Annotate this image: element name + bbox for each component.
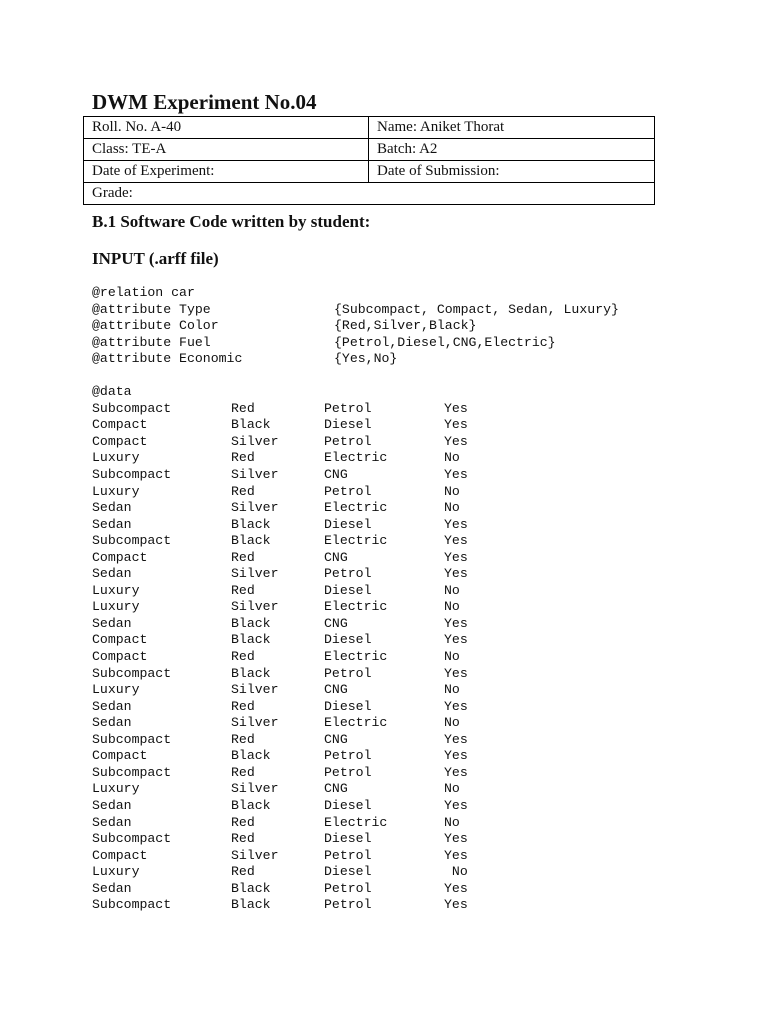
- type-value: Compact: [92, 748, 148, 764]
- economic-value: No: [444, 864, 468, 880]
- fuel-value: Petrol: [324, 748, 372, 764]
- data-row: [92, 665, 468, 683]
- type-value: Compact: [92, 417, 148, 433]
- type-value: Subcompact: [92, 764, 172, 780]
- economic-value: Yes: [444, 880, 468, 896]
- type-value: Sedan: [92, 615, 132, 631]
- color-value: Red: [231, 582, 255, 598]
- color-value: Black: [231, 516, 271, 532]
- data-row: [92, 417, 468, 434]
- economic-value: No: [444, 814, 460, 830]
- fuel-value: CNG: [324, 467, 348, 483]
- data-row: [92, 450, 460, 467]
- economic-value: Yes: [444, 516, 468, 532]
- section-heading-input: INPUT (.arff file): [92, 249, 219, 268]
- color-value: Red: [231, 549, 255, 565]
- type-value: Luxury: [92, 781, 140, 797]
- economic-value: Yes: [444, 549, 468, 565]
- type-value: Compact: [92, 433, 148, 449]
- attribute-declaration: @attribute Type: [92, 301, 211, 317]
- type-value: Sedan: [92, 500, 132, 516]
- data-label-line: @data: [92, 384, 132, 400]
- type-value: Sedan: [92, 698, 132, 714]
- date-of-experiment-cell: Date of Experiment:: [84, 161, 369, 183]
- fuel-value: Petrol: [324, 566, 372, 582]
- date-of-submission-cell: Date of Submission:: [369, 161, 655, 183]
- roll-number-cell: Roll. No. A-40: [84, 117, 369, 139]
- data-row: [92, 880, 468, 898]
- data-rows: [92, 400, 468, 914]
- data-row: [92, 864, 468, 881]
- economic-value: Yes: [444, 831, 468, 847]
- type-value: Subcompact: [92, 897, 172, 913]
- color-value: Black: [231, 665, 271, 681]
- data-row: [92, 533, 468, 550]
- blank-line: [92, 368, 195, 385]
- type-value: Subcompact: [92, 400, 172, 416]
- economic-value: Yes: [444, 615, 468, 631]
- type-value: Compact: [92, 847, 148, 863]
- attribute-line: [92, 318, 477, 335]
- color-value: Red: [231, 698, 255, 714]
- data-row: [92, 748, 468, 765]
- type-value: Sedan: [92, 566, 132, 582]
- fuel-value: Diesel: [324, 516, 372, 532]
- type-value: Sedan: [92, 715, 132, 731]
- fuel-value: Petrol: [324, 764, 372, 780]
- data-row: [92, 764, 468, 782]
- economic-value: No: [444, 500, 460, 516]
- data-row: [92, 400, 468, 418]
- data-row: [92, 467, 468, 484]
- fuel-value: CNG: [324, 781, 348, 797]
- attribute-line: [92, 334, 556, 352]
- data-row: [92, 814, 460, 832]
- data-row: [92, 649, 460, 666]
- color-value: Black: [231, 797, 271, 813]
- color-value: Silver: [231, 433, 279, 449]
- fuel-value: Electric: [324, 599, 388, 615]
- type-value: Subcompact: [92, 533, 172, 549]
- data-row: [92, 483, 460, 501]
- type-value: Sedan: [92, 516, 132, 532]
- color-value: Red: [231, 814, 255, 830]
- economic-value: Yes: [444, 748, 468, 764]
- type-value: Compact: [92, 649, 148, 665]
- color-value: Black: [231, 897, 271, 913]
- economic-value: Yes: [444, 566, 468, 582]
- fuel-value: Diesel: [324, 417, 372, 433]
- economic-value: Yes: [444, 417, 468, 433]
- fuel-value: CNG: [324, 615, 348, 631]
- economic-value: No: [444, 599, 460, 615]
- color-value: Silver: [231, 467, 279, 483]
- data-row: [92, 549, 468, 567]
- data-row: [92, 615, 468, 633]
- economic-value: No: [444, 483, 460, 499]
- data-row: [92, 731, 468, 749]
- type-value: Luxury: [92, 599, 140, 615]
- type-value: Compact: [92, 549, 148, 565]
- data-row: [92, 566, 468, 583]
- attribute-values: {Red,Silver,Black}: [334, 318, 477, 334]
- relation-line: @relation car: [92, 285, 195, 300]
- type-value: Luxury: [92, 483, 140, 499]
- fuel-value: Petrol: [324, 880, 372, 896]
- data-row: [92, 500, 460, 517]
- color-value: Silver: [231, 715, 279, 731]
- fuel-value: CNG: [324, 682, 348, 698]
- fuel-value: Diesel: [324, 831, 372, 847]
- color-value: Red: [231, 483, 255, 499]
- economic-value: No: [444, 781, 460, 797]
- economic-value: Yes: [444, 467, 468, 483]
- fuel-value: Petrol: [324, 433, 372, 449]
- color-value: Red: [231, 400, 255, 416]
- type-value: Subcompact: [92, 467, 172, 483]
- attribute-line: [92, 301, 619, 319]
- attribute-values: {Subcompact, Compact, Sedan, Luxury}: [334, 301, 619, 317]
- economic-value: No: [444, 450, 460, 466]
- data-row: [92, 582, 460, 600]
- fuel-value: Petrol: [324, 483, 372, 499]
- fuel-value: CNG: [324, 549, 348, 565]
- attribute-declaration: @attribute Fuel: [92, 334, 211, 350]
- type-value: Subcompact: [92, 665, 172, 681]
- student-info-table: [83, 116, 655, 205]
- fuel-value: Electric: [324, 500, 388, 516]
- color-value: Silver: [231, 847, 279, 863]
- info-row-class-batch: [84, 139, 655, 161]
- data-row: [92, 698, 468, 716]
- attribute-declaration: @attribute Color: [92, 318, 219, 334]
- economic-value: No: [444, 582, 460, 598]
- color-value: Silver: [231, 682, 279, 698]
- color-value: Red: [231, 864, 255, 880]
- fuel-value: Petrol: [324, 897, 372, 913]
- data-row: [92, 433, 468, 451]
- fuel-value: Diesel: [324, 632, 372, 648]
- color-value: Red: [231, 450, 255, 466]
- attribute-line: [92, 351, 398, 368]
- info-row-grade: [84, 183, 655, 205]
- fuel-value: Petrol: [324, 400, 372, 416]
- fuel-value: Electric: [324, 715, 388, 731]
- fuel-value: Diesel: [324, 582, 372, 598]
- type-value: Luxury: [92, 864, 140, 880]
- type-value: Compact: [92, 632, 148, 648]
- info-row-roll-name: [84, 117, 655, 139]
- data-row: [92, 897, 468, 914]
- type-value: Subcompact: [92, 731, 172, 747]
- color-value: Black: [231, 632, 271, 648]
- name-cell: Name: Aniket Thorat: [369, 117, 655, 139]
- color-value: Red: [231, 831, 255, 847]
- type-value: Luxury: [92, 682, 140, 698]
- batch-cell: Batch: A2: [369, 139, 655, 161]
- info-row-dates: [84, 161, 655, 183]
- data-row: [92, 797, 468, 815]
- fuel-value: Electric: [324, 533, 388, 549]
- economic-value: Yes: [444, 797, 468, 813]
- page-title: DWM Experiment No.04: [92, 90, 317, 114]
- color-value: Silver: [231, 500, 279, 516]
- fuel-value: Diesel: [324, 698, 372, 714]
- data-row: [92, 632, 468, 649]
- economic-value: No: [444, 649, 460, 665]
- economic-value: Yes: [444, 897, 468, 913]
- economic-value: Yes: [444, 400, 468, 416]
- color-value: Black: [231, 615, 271, 631]
- data-row: [92, 781, 460, 798]
- economic-value: Yes: [444, 632, 468, 648]
- class-cell: Class: TE-A: [84, 139, 369, 161]
- data-row: [92, 831, 468, 848]
- fuel-value: CNG: [324, 731, 348, 747]
- economic-value: No: [444, 682, 460, 698]
- attribute-values: {Petrol,Diesel,CNG,Electric}: [334, 334, 556, 350]
- economic-value: Yes: [444, 665, 468, 681]
- economic-value: Yes: [444, 847, 468, 863]
- economic-value: Yes: [444, 433, 468, 449]
- economic-value: Yes: [444, 764, 468, 780]
- type-value: Sedan: [92, 880, 132, 896]
- type-value: Luxury: [92, 582, 140, 598]
- fuel-value: Electric: [324, 450, 388, 466]
- grade-cell: Grade:: [84, 183, 655, 205]
- color-value: Silver: [231, 599, 279, 615]
- fuel-value: Diesel: [324, 864, 372, 880]
- type-value: Luxury: [92, 450, 140, 466]
- color-value: Silver: [231, 781, 279, 797]
- fuel-value: Diesel: [324, 797, 372, 813]
- color-value: Black: [231, 748, 271, 764]
- economic-value: No: [444, 715, 460, 731]
- type-value: Sedan: [92, 797, 132, 813]
- color-value: Silver: [231, 566, 279, 582]
- economic-value: Yes: [444, 698, 468, 714]
- color-value: Black: [231, 533, 271, 549]
- data-row: [92, 516, 468, 534]
- data-row: [92, 599, 460, 616]
- data-row: [92, 715, 460, 732]
- data-row: [92, 682, 460, 699]
- economic-value: Yes: [444, 533, 468, 549]
- color-value: Black: [231, 880, 271, 896]
- fuel-value: Electric: [324, 649, 388, 665]
- type-value: Subcompact: [92, 831, 172, 847]
- data-row: [92, 847, 468, 865]
- type-value: Sedan: [92, 814, 132, 830]
- color-value: Red: [231, 731, 255, 747]
- fuel-value: Electric: [324, 814, 388, 830]
- color-value: Red: [231, 649, 255, 665]
- color-value: Black: [231, 417, 271, 433]
- attribute-declaration: @attribute Economic: [92, 351, 243, 367]
- color-value: Red: [231, 764, 255, 780]
- section-heading-software-code: B.1 Software Code written by student:: [92, 212, 371, 231]
- attribute-values: {Yes,No}: [334, 351, 398, 367]
- fuel-value: Petrol: [324, 665, 372, 681]
- arff-code-block: [92, 285, 619, 914]
- economic-value: Yes: [444, 731, 468, 747]
- attribute-lines: [92, 301, 619, 368]
- fuel-value: Petrol: [324, 847, 372, 863]
